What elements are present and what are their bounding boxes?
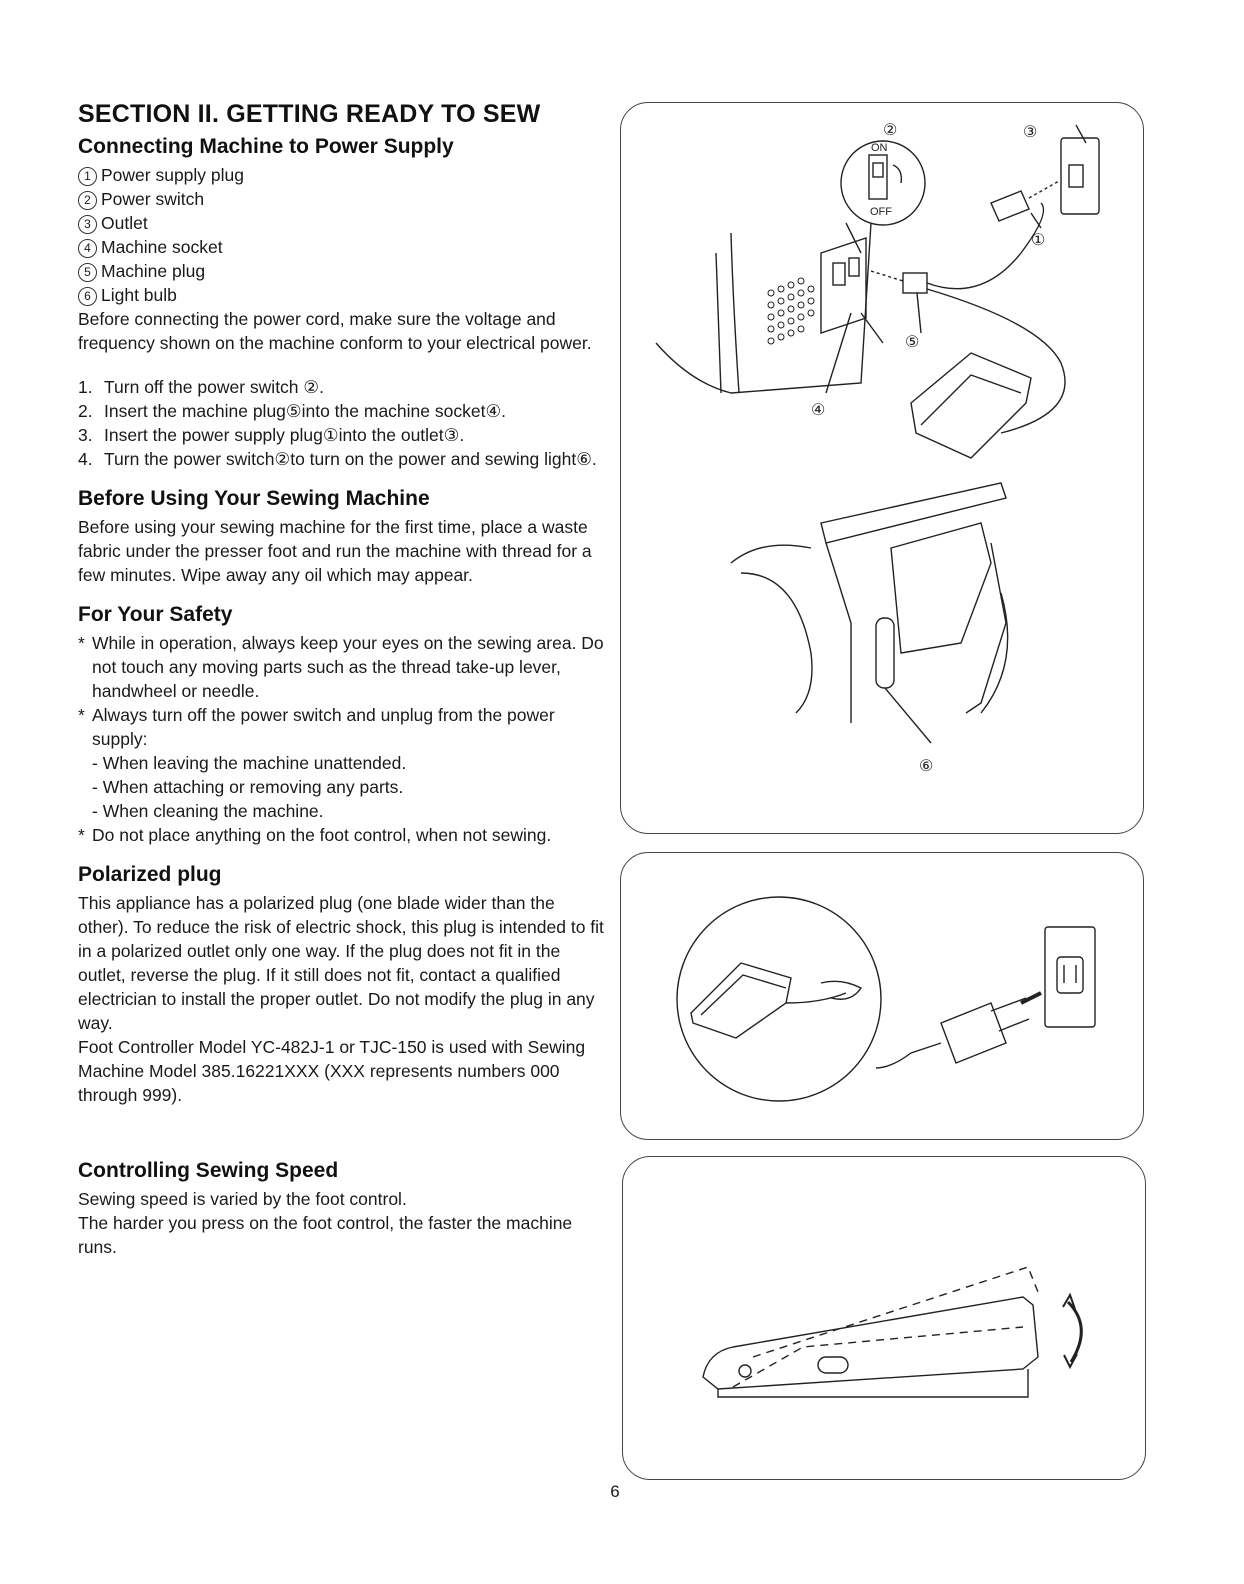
list-item xyxy=(78,235,608,259)
switch-off-label: OFF xyxy=(870,206,892,218)
list-item xyxy=(78,447,608,471)
foot-control-hole xyxy=(739,1365,751,1377)
foot-control-side-view xyxy=(703,1297,1038,1389)
polarized-heading: Polarized plug xyxy=(78,863,222,886)
polarized-plug-figure-panel xyxy=(620,852,1144,1140)
list-item: - When leaving the machine unattended. xyxy=(92,753,407,773)
list-item: - When cleaning the machine. xyxy=(92,801,324,821)
power-supply-plug-icon xyxy=(991,191,1029,221)
safety-item-text: Always turn off the power switch and unplug from the power supply: xyxy=(92,705,555,749)
step-number: 4. xyxy=(78,449,93,469)
bullet-star: * xyxy=(78,705,85,725)
list-item xyxy=(78,423,608,447)
press-arrow-icon xyxy=(1068,1302,1081,1362)
list-item xyxy=(78,703,608,823)
power-cord xyxy=(927,203,1044,289)
speed-text-2: The harder you press on the foot control, the faster the machine runs. xyxy=(78,1213,573,1257)
bullet-star: * xyxy=(78,633,85,653)
callout-5: ⑤ xyxy=(905,334,920,351)
list-item xyxy=(78,631,608,703)
part-label: Light bulb xyxy=(101,285,177,305)
machine-plug-icon xyxy=(903,273,927,293)
switch-on-label: ON xyxy=(871,142,888,154)
list-item xyxy=(78,375,608,399)
speed-control-figure-panel xyxy=(622,1156,1146,1480)
foot-control-slot xyxy=(818,1357,848,1373)
switch-arrow-icon xyxy=(893,165,901,183)
insert-arrow xyxy=(871,271,903,281)
polarized-plug-icon xyxy=(941,1003,1006,1063)
speed-heading: Controlling Sewing Speed xyxy=(78,1159,339,1182)
light-housing xyxy=(891,523,991,653)
outlet-icon xyxy=(1061,138,1099,214)
foot-control-icon xyxy=(911,353,1031,458)
part-number: 2 xyxy=(78,191,97,210)
part-label: Machine socket xyxy=(101,237,223,257)
list-item xyxy=(78,259,608,283)
steps-list xyxy=(78,375,608,471)
connection-illustration xyxy=(621,103,1143,833)
callout-2: ② xyxy=(883,122,898,139)
speed-text-1: Sewing speed is varied by the foot control. xyxy=(78,1189,407,1209)
list-item xyxy=(78,187,608,211)
face-plate-top xyxy=(821,483,1006,543)
connecting-heading: Connecting Machine to Power Supply xyxy=(78,135,454,158)
list-item xyxy=(78,823,608,847)
callout-line xyxy=(1076,125,1086,143)
polarized-plug-illustration xyxy=(621,853,1143,1139)
foot-control-cord xyxy=(927,289,1065,433)
machine-socket-icon xyxy=(849,258,859,276)
light-bulb-icon xyxy=(876,618,894,688)
safety-item-text: Do not place anything on the foot control, when not sewing. xyxy=(92,825,552,845)
plug-cord xyxy=(876,1043,941,1068)
part-number: 4 xyxy=(78,239,97,258)
step-number: 1. xyxy=(78,377,93,397)
part-number: 3 xyxy=(78,215,97,234)
bullet-star: * xyxy=(78,825,85,845)
foot-control-base xyxy=(718,1369,1028,1397)
step-number: 2. xyxy=(78,401,93,421)
list-item xyxy=(78,399,608,423)
power-switch-icon xyxy=(833,263,845,285)
safety-list xyxy=(78,631,608,847)
foot-control-cord xyxy=(786,993,846,1003)
foot-controller-text: Foot Controller Model YC-482J-1 or TJC-150 is used with Sewing Machine Model 385.16221XXX (XXX represents numbers 000 through 999). xyxy=(78,1037,586,1105)
foot-control-zoom-circle xyxy=(677,897,881,1101)
list-item xyxy=(78,283,608,307)
cover-edge xyxy=(741,573,812,713)
callout-line xyxy=(885,688,931,743)
step-text: Insert the machine plug⑤into the machine socket④. xyxy=(104,401,507,421)
part-label: Machine plug xyxy=(101,261,206,281)
callout-3: ③ xyxy=(1023,124,1038,141)
outlet-slots xyxy=(1064,965,1076,983)
machine-body-outline xyxy=(656,223,871,393)
section-title: SECTION II. GETTING READY TO SEW xyxy=(78,100,541,128)
parts-list xyxy=(78,163,608,307)
part-label: Power switch xyxy=(101,189,205,209)
vent-grid-icon xyxy=(768,278,814,344)
part-number: 6 xyxy=(78,287,97,306)
polarized-text: This appliance has a polarized plug (one blade wider than the other). To reduce the risk of electric shock, this plug is intended to fit in a polarized outlet only one way. If the plug does not fit in the outlet, reverse the plug. If it still does not fit, contact a qualified electrician to install the proper outlet. Do not modify the plug in any way. xyxy=(78,893,604,1033)
safety-sub-list xyxy=(92,751,608,823)
callout-1: ① xyxy=(1031,232,1046,249)
connection-figure-panel xyxy=(620,102,1144,834)
step-number: 3. xyxy=(78,425,93,445)
machine-edge-line xyxy=(716,253,721,393)
list-item xyxy=(78,211,608,235)
callout-6: ⑥ xyxy=(919,758,934,775)
machine-head-outline xyxy=(731,545,811,563)
part-label: Power supply plug xyxy=(101,165,244,185)
part-label: Outlet xyxy=(101,213,148,233)
page-number: 6 xyxy=(610,1482,620,1501)
step-text: Turn the power switch②to turn on the power and sewing light⑥. xyxy=(104,449,597,469)
safety-heading: For Your Safety xyxy=(78,603,233,626)
face-plate-right xyxy=(966,543,1006,713)
face-plate-left xyxy=(826,543,851,723)
connecting-intro: Before connecting the power cord, make sure the voltage and frequency shown on the machine conform to your electrical power. xyxy=(78,309,592,353)
pressed-position-outline xyxy=(753,1267,1038,1357)
before-using-text: Before using your sewing machine for the first time, place a waste fabric under the presser foot and run the machine with thread for a few minutes. Wipe away any oil which may appear. xyxy=(78,517,592,585)
callout-line xyxy=(917,293,921,333)
part-number: 1 xyxy=(78,167,97,186)
callout-line xyxy=(1031,213,1041,228)
before-using-heading: Before Using Your Sewing Machine xyxy=(78,487,430,510)
machine-edge-line xyxy=(731,233,739,393)
outlet-icon xyxy=(1045,927,1095,1027)
list-item: - When attaching or removing any parts. xyxy=(92,777,404,797)
foot-control-icon xyxy=(691,963,791,1038)
step-text: Turn off the power switch ②. xyxy=(104,377,324,397)
list-item xyxy=(78,163,608,187)
safety-item-text: While in operation, always keep your eyes on the sewing area. Do not touch any moving parts such as the thread take-up lever, handwheel or needle. xyxy=(92,633,604,701)
step-text: Insert the power supply plug①into the outlet③. xyxy=(104,425,465,445)
callout-line xyxy=(826,313,851,393)
zoom-leader-line xyxy=(846,223,861,253)
foot-control-speed-illustration xyxy=(623,1157,1145,1479)
callout-4: ④ xyxy=(811,402,826,419)
coiled-cord xyxy=(821,981,861,999)
text-column xyxy=(78,100,608,1259)
part-number: 5 xyxy=(78,263,97,282)
